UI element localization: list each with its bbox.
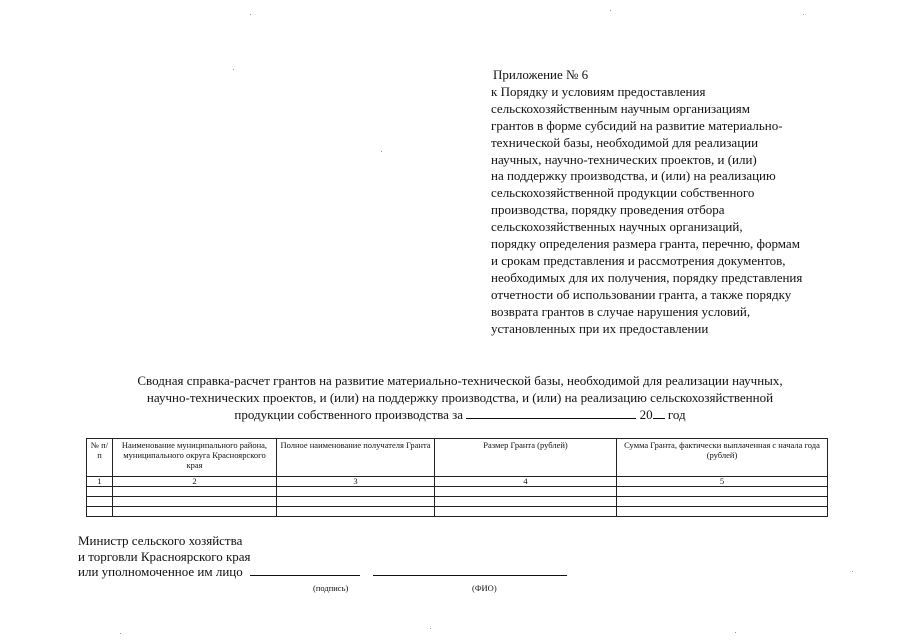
heading-line: научно-технических проектов, и (или) на поддержку производства, и (или) на реализацию сельскохозяйственной <box>146 390 774 405</box>
appendix-line: технической базы, необходимой для реализации <box>491 134 759 150</box>
signature-caption: (подпись) <box>313 583 349 593</box>
appendix-title: Приложение № 6 <box>493 67 589 82</box>
table-cell[interactable] <box>113 507 277 517</box>
heading-line3-prefix: продукции собственного производства за <box>234 407 464 422</box>
signature-block <box>78 533 638 580</box>
appendix-line: производства, порядку проведения отбора <box>491 202 725 218</box>
appendix-line: к Порядку и условиям предоставления <box>491 83 706 99</box>
appendix-line: установленных при их предоставлении <box>491 320 709 336</box>
signer-title-line: и торговли Красноярского края <box>78 548 251 564</box>
scan-speck <box>430 628 431 629</box>
appendix-line: сельскохозяйственным научным организациям <box>491 100 751 116</box>
scan-speck <box>120 633 121 634</box>
scan-speck <box>381 151 382 152</box>
heading-year-prefix: 20 <box>639 407 653 422</box>
col-header-grant-size: Размер Гранта (рублей) <box>435 439 617 477</box>
heading-line: Сводная справка-расчет грантов на развитие материально-технической базы, необходимой для реализации научных, <box>137 373 783 388</box>
table-cell[interactable] <box>87 497 113 507</box>
column-number-row <box>87 477 828 487</box>
appendix-line: порядку определения размера гранта, перечню, формам <box>491 236 800 252</box>
scan-speck <box>803 14 804 15</box>
column-number: 1 <box>87 477 113 487</box>
table-row <box>87 497 828 507</box>
table-cell[interactable] <box>617 487 828 497</box>
column-number: 4 <box>435 477 617 487</box>
table-cell[interactable] <box>435 487 617 497</box>
table-header-row <box>87 439 828 477</box>
signer-line <box>78 564 638 580</box>
table-cell[interactable] <box>435 507 617 517</box>
appendix-line: научных, научно-технических проектов, и (или) <box>491 151 757 167</box>
appendix-line: грантов в форме субсидий на развитие материально- <box>491 117 783 133</box>
table-cell[interactable] <box>617 497 828 507</box>
appendix-line: сельскохозяйственных научных организаций, <box>491 219 743 235</box>
table-row <box>87 487 828 497</box>
table-cell[interactable] <box>277 487 435 497</box>
scan-speck <box>735 632 736 633</box>
scan-speck <box>610 10 611 11</box>
table-cell[interactable] <box>617 507 828 517</box>
appendix-line: и срокам представления и рассмотрения документов, <box>491 252 786 268</box>
table-cell[interactable] <box>277 497 435 507</box>
report-heading <box>60 372 860 423</box>
appendix-line: отчетности об использовании гранта, а также порядку <box>491 286 792 302</box>
column-number: 2 <box>113 477 277 487</box>
appendix-line: необходимых для их получения, порядку представления <box>491 269 803 285</box>
column-number: 5 <box>617 477 828 487</box>
signer-title-line: Министр сельского хозяйства <box>78 533 243 548</box>
signature-field[interactable] <box>250 564 360 576</box>
heading-year-suffix: год <box>667 407 686 422</box>
appendix-line: на поддержку производства, и (или) на реализацию <box>491 168 776 184</box>
table-cell[interactable] <box>113 487 277 497</box>
table-cell[interactable] <box>277 507 435 517</box>
col-header-district: Наименование муниципального района, муниципального округа Красноярского края <box>113 439 277 477</box>
table-cell[interactable] <box>87 487 113 497</box>
column-number: 3 <box>277 477 435 487</box>
year-blank-field[interactable] <box>653 407 665 419</box>
appendix-line: сельскохозяйственной продукции собственного <box>491 185 755 201</box>
period-blank-field[interactable] <box>466 407 636 419</box>
fio-field[interactable] <box>373 564 567 576</box>
scan-speck <box>852 571 853 572</box>
appendix-line: возврата грантов в случае нарушения условий, <box>491 303 751 319</box>
grant-summary-table <box>86 438 828 517</box>
scan-speck <box>233 69 234 70</box>
appendix-block <box>491 67 871 338</box>
col-header-grant-paid: Сумма Гранта, фактически выплаченная с начала года (рублей) <box>617 439 828 477</box>
heading-line-period <box>60 406 860 423</box>
signer-title-line: или уполномоченное им лицо <box>78 564 243 579</box>
fio-caption: (ФИО) <box>472 583 497 593</box>
table-row <box>87 507 828 517</box>
table-cell[interactable] <box>113 497 277 507</box>
col-header-number: № п/п <box>87 439 113 477</box>
table-cell[interactable] <box>435 497 617 507</box>
col-header-recipient: Полное наименование получателя Гранта <box>277 439 435 477</box>
table-cell[interactable] <box>87 507 113 517</box>
scan-speck <box>250 14 251 15</box>
